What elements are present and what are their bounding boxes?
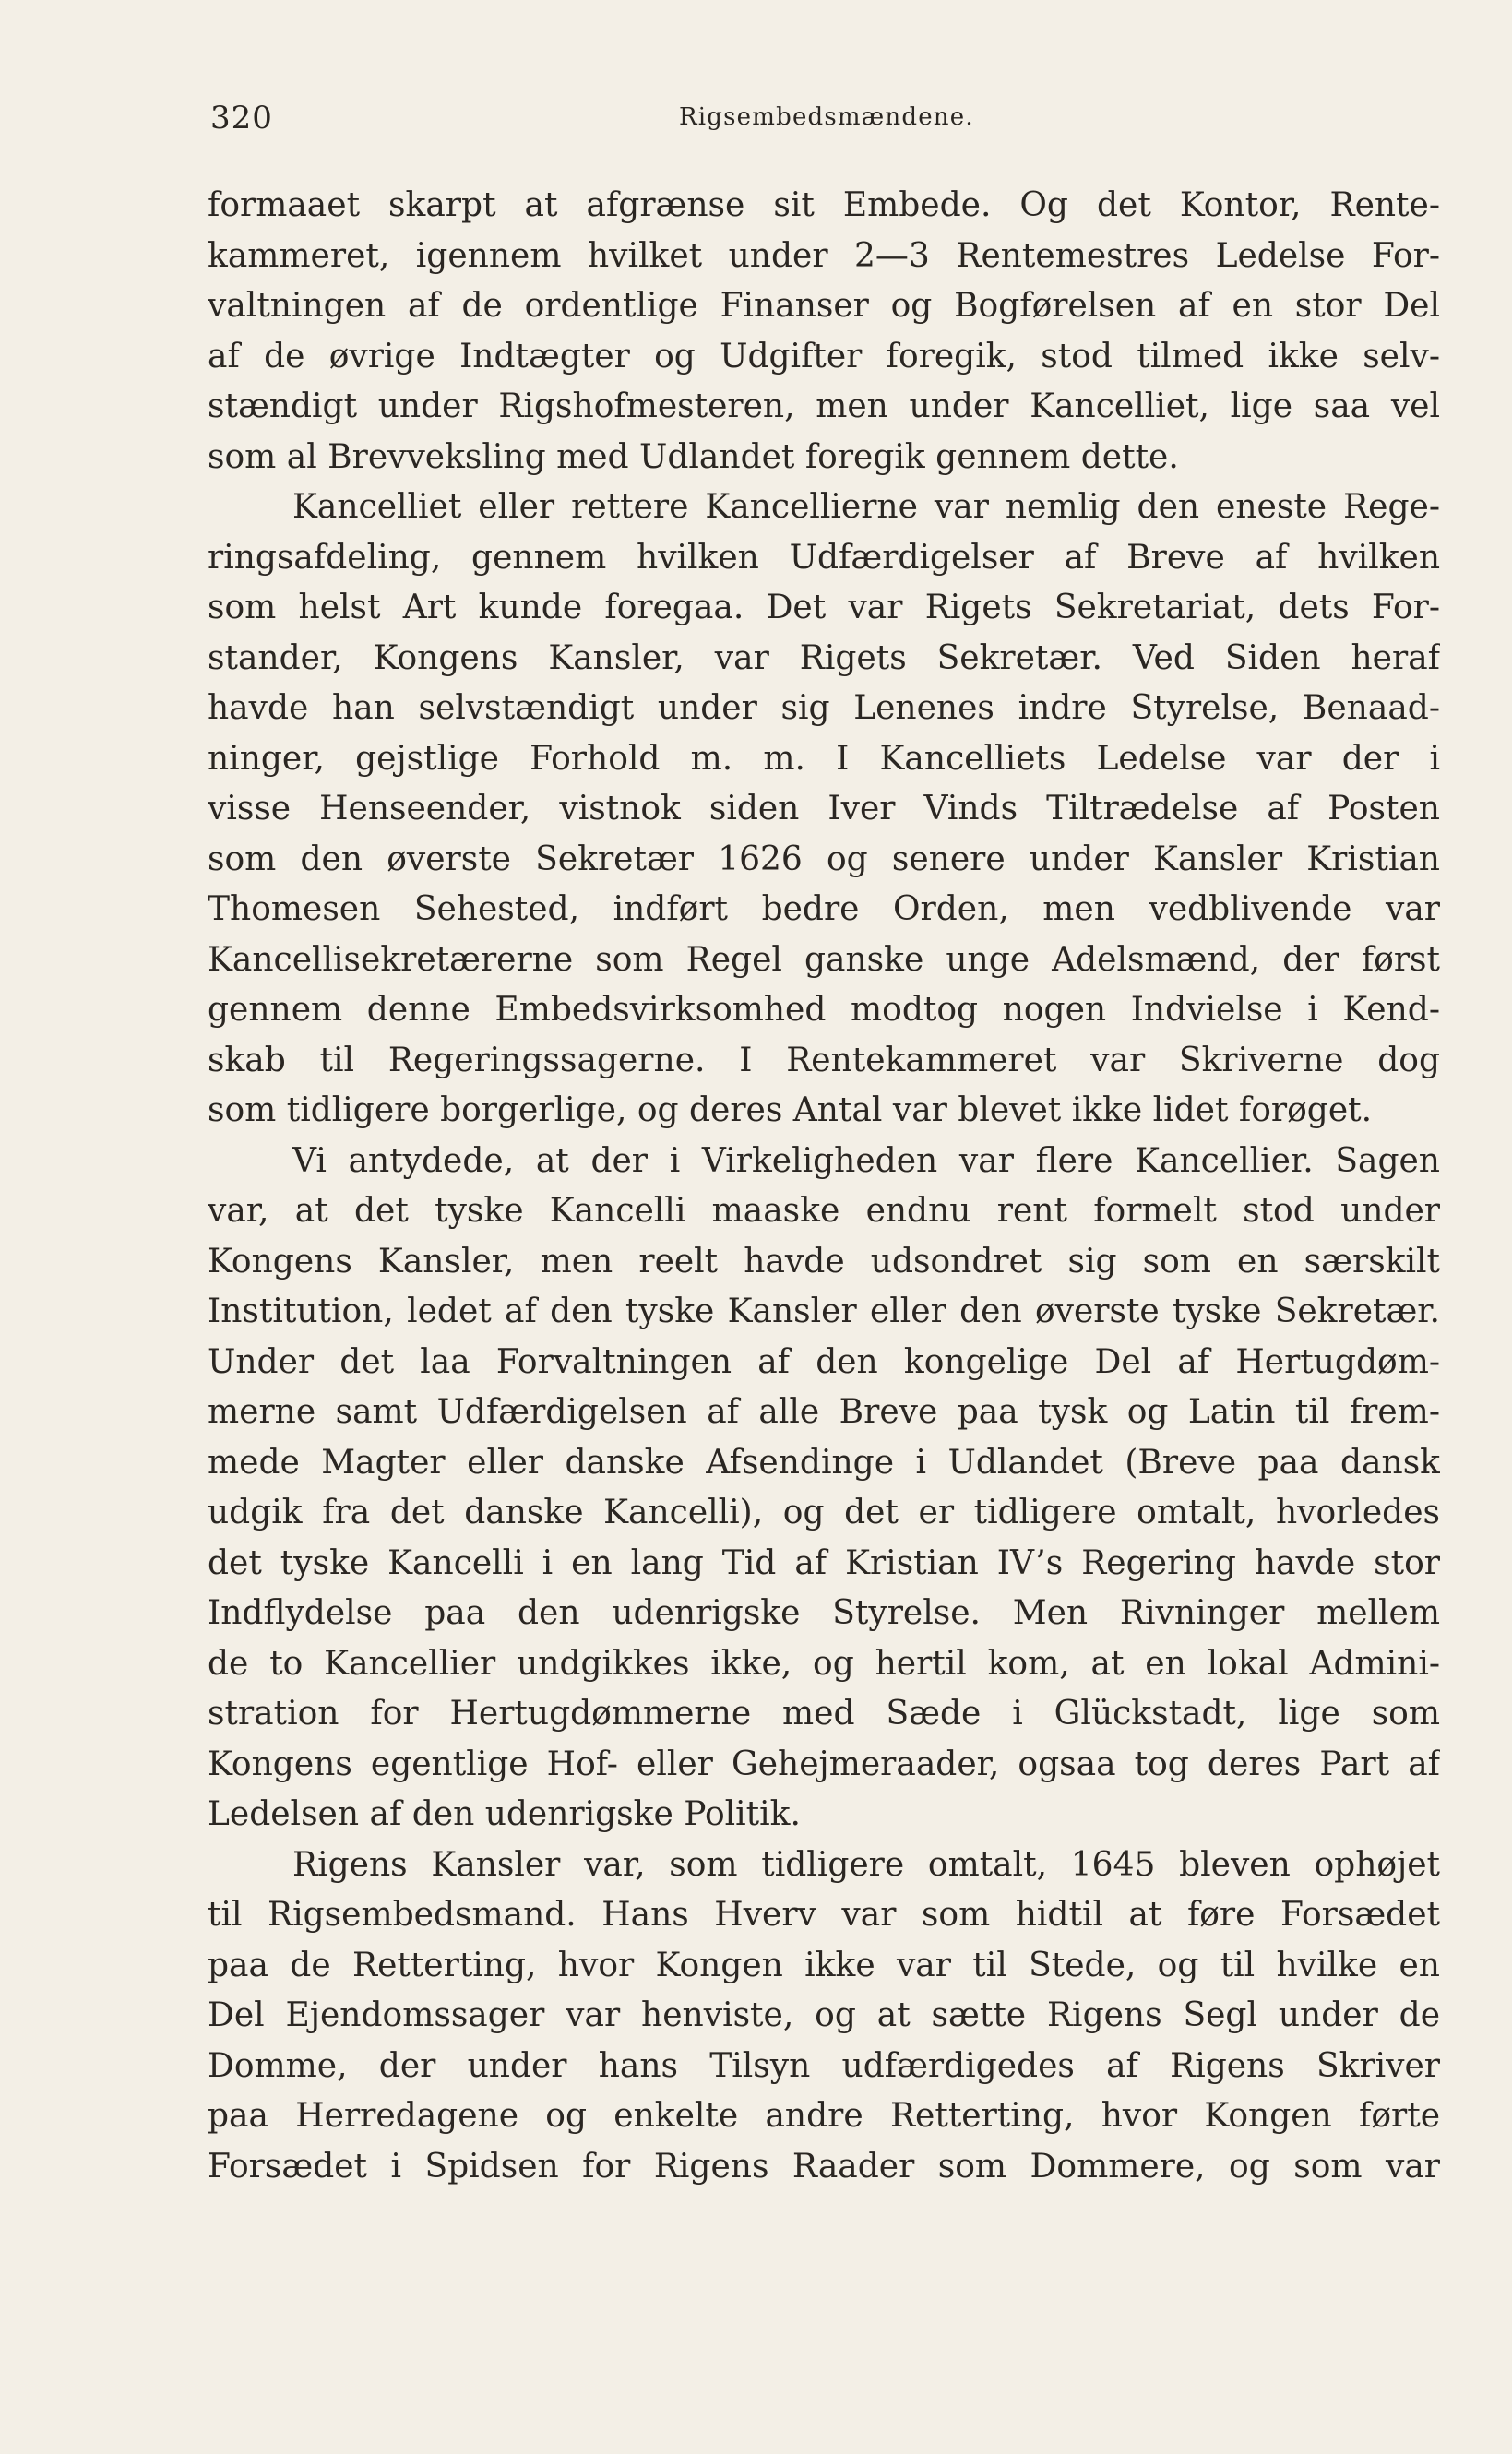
text-line: Ledelsen af den udenrigske Politik.	[208, 1795, 801, 1833]
text-line: skab til Regeringssagerne. I Rentekammeret var Skriverne dog	[208, 1041, 1440, 1079]
text-line: visse Henseender, vistnok siden Iver Vinds Tiltrædelse af Posten	[208, 790, 1440, 828]
text-line: Indflydelse paa den udenrigske Styrelse. Men Rivninger mellem	[208, 1594, 1440, 1632]
text-line: som helst Art kunde foregaa. Det var Rigets Sekretariat, dets For-	[208, 589, 1440, 626]
text-line: Kancelliet eller rettere Kancellierne var nemlig den eneste Rege-	[292, 488, 1440, 526]
body-text	[208, 181, 1440, 2192]
text-line: stændigt under Rigshofmesteren, men under Kancelliet, lige saa vel	[208, 387, 1440, 425]
text-line: Institution, ledet af den tyske Kansler eller den øverste tyske Sekretær.	[208, 1293, 1440, 1330]
text-line: valtningen af de ordentlige Finanser og Bogførelsen af en stor Del	[208, 287, 1440, 325]
running-title: Rigsembedsmændene.	[679, 103, 974, 131]
text-line: som tidligere borgerlige, og deres Antal var blevet ikke lidet forøget.	[208, 1091, 1373, 1129]
text-line: Kancellisekretærerne som Regel ganske unge Adelsmænd, der først	[208, 940, 1440, 979]
text-line: Kongens Kansler, men reelt havde udsondret sig som en særskilt	[208, 1242, 1440, 1281]
text-line: merne samt Udfærdigelsen af alle Breve paa tysk og Latin til frem-	[208, 1393, 1440, 1431]
text-line: Forsædet i Spidsen for Rigens Raader som Dommere, og som var	[208, 2147, 1440, 2186]
text-line: Vi antydede, at der i Virkeligheden var flere Kancellier. Sagen	[292, 1141, 1440, 1180]
text-line: som den øverste Sekretær 1626 og senere under Kansler Kristian	[208, 840, 1440, 878]
text-line: stander, Kongens Kansler, var Rigets Sekretær. Ved Siden heraf	[208, 638, 1440, 677]
text-line: ninger, gejstlige Forhold m. m. I Kancelliets Ledelse var der i	[208, 739, 1440, 778]
text-line: Del Ejendomssager var henviste, og at sætte Rigens Segl under de	[208, 1996, 1440, 2034]
text-line: af de øvrige Indtægter og Udgifter foregik, stod tilmed ikke selv-	[208, 337, 1440, 375]
text-line: Rigens Kansler var, som tidligere omtalt, 1645 bleven ophøjet	[292, 1845, 1440, 1884]
text-line: ringsafdeling, gennem hvilken Udfærdigelser af Breve af hvilken	[208, 538, 1440, 577]
text-line: til Rigsembedsmand. Hans Hverv var som hidtil at føre Forsædet	[208, 1896, 1440, 1934]
text-line: paa de Retterting, hvor Kongen ikke var til Stede, og til hvilke en	[208, 1946, 1440, 1984]
text-line: var, at det tyske Kancelli maaske endnu rent formelt stod under	[208, 1192, 1440, 1230]
text-line: det tyske Kancelli i en lang Tid af Kristian IV’s Regering havde stor	[208, 1543, 1440, 1582]
text-line: havde han selvstændigt under sig Lenenes indre Styrelse, Benaad-	[208, 689, 1440, 727]
text-line: stration for Hertugdømmerne med Sæde i Glückstadt, lige som	[208, 1695, 1440, 1733]
text-line: Thomesen Sehested, indført bedre Orden, men vedblivende var	[208, 890, 1440, 928]
text-line: paa Herredagene og enkelte andre Retterting, hvor Kongen førte	[208, 2097, 1440, 2135]
text-line: formaaet skarpt at afgrænse sit Embede. Og det Kontor, Rente-	[208, 186, 1440, 224]
text-line: Kongens egentlige Hof- eller Gehejmeraader, ogsaa tog deres Part af	[208, 1745, 1440, 1783]
text-line: kammeret, igennem hvilket under 2—3 Rentemestres Ledelse For-	[208, 236, 1440, 275]
text-line: de to Kancellier undgikkes ikke, og hertil kom, at en lokal Admini-	[208, 1644, 1440, 1683]
page-number: 320	[210, 100, 273, 137]
text-line: Under det laa Forvaltningen af den kongelige Del af Hertugdøm-	[208, 1342, 1440, 1381]
text-line: som al Brevveksling med Udlandet foregik gennem dette.	[208, 437, 1179, 476]
text-line: mede Magter eller danske Afsendinge i Udlandet (Breve paa dansk	[208, 1443, 1440, 1482]
text-line: udgik fra det danske Kancelli), og det er tidligere omtalt, hvorledes	[208, 1494, 1440, 1531]
text-line: gennem denne Embedsvirksomhed modtog nogen Indvielse i Kend-	[208, 991, 1440, 1029]
text-line: Domme, der under hans Tilsyn udfærdigedes af Rigens Skriver	[208, 2046, 1440, 2085]
running-header	[210, 100, 1437, 142]
